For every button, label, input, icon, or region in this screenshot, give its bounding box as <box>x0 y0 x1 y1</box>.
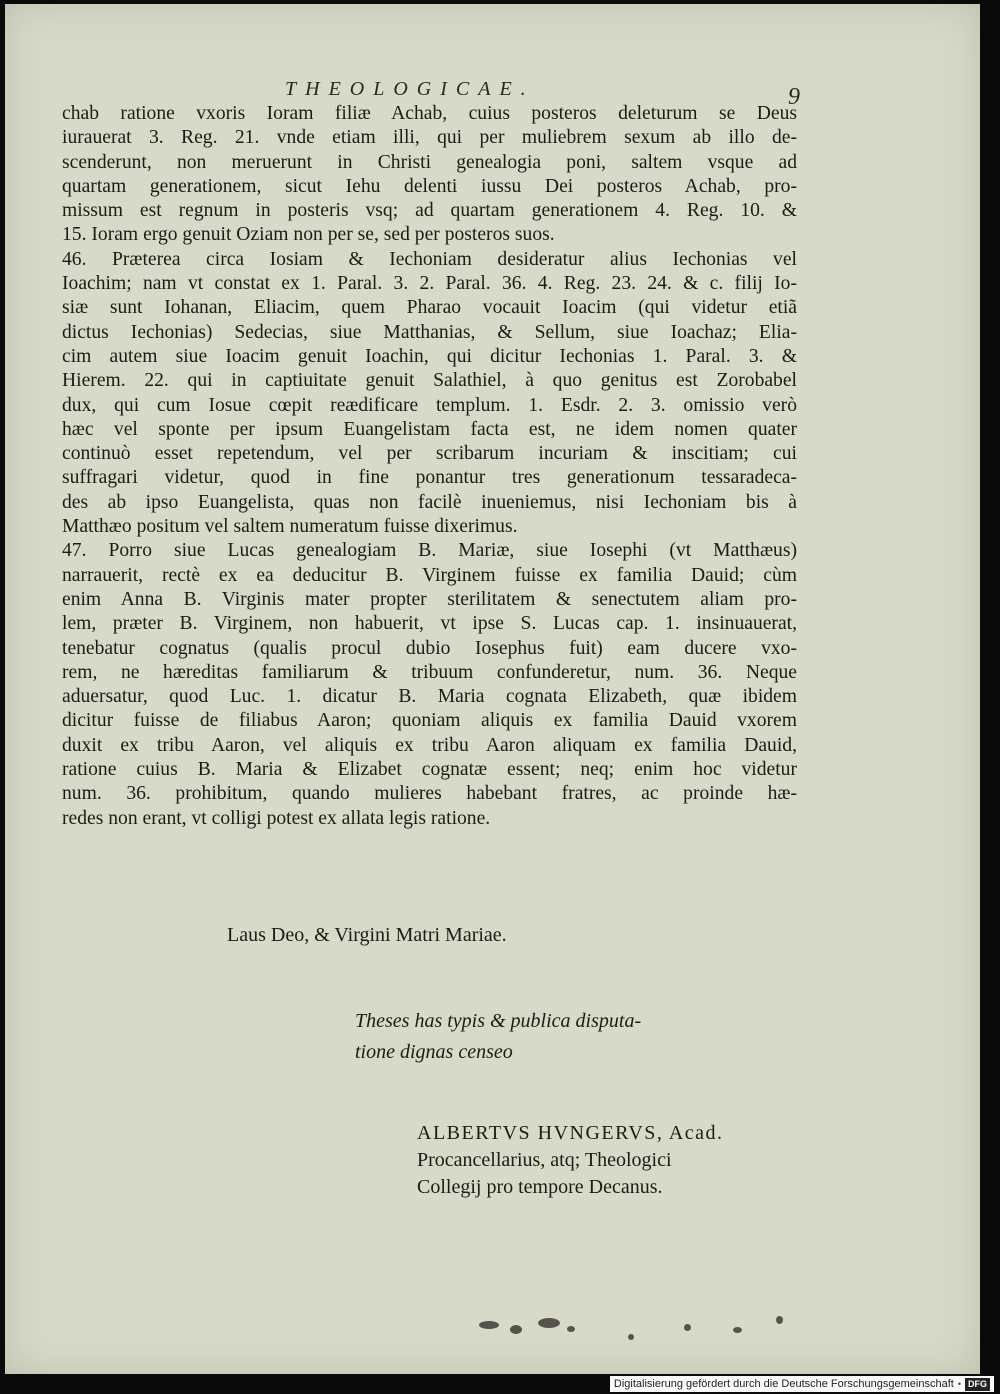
text-line: 15. Ioram ergo genuit Oziam non per se, sed per posteros suos. <box>62 224 555 246</box>
text-line: quartam generationem, sicut Iehu delenti iussu Dei posteros Achab, pro- <box>62 175 797 197</box>
text-line: cim autem siue Ioacim genuit Ioachin, qui dicitur Iechonias 1. Paral. 3. & <box>62 345 797 367</box>
signature-block <box>417 1120 724 1201</box>
digitization-credit <box>610 1376 994 1392</box>
text-line: iurauerat 3. Reg. 21. vnde etiam illi, qui per muliebrem sexum ab illo de- <box>62 127 797 149</box>
approval-note <box>355 1006 641 1068</box>
credit-text: Digitalisierung gefördert durch die Deutsche Forschungsgemeinschaft <box>613 1378 954 1390</box>
text-line: suffragari videtur, quod in fine ponantur tres generationum tessaradeca- <box>62 467 797 489</box>
paragraph-46-start: 46. Præterea circa Iosiam & Iechoniam desideratur alius Iechonias vel <box>62 248 797 270</box>
text-line: redes non erant, vt colligi potest ex allata legis ratione. <box>62 807 491 829</box>
signatory-title: Procancellarius, atq; Theologici <box>417 1149 672 1171</box>
signatory-name: ALBERTVS HVNGERVS, Acad. <box>417 1122 724 1144</box>
text-line: continuò esset repetendum, vel per scribarum incuriam & inscitiam; cui <box>62 443 797 465</box>
text-line: Hierem. 22. qui in captiuitate genuit Salathiel, à quo genitus est Zorobabel <box>62 370 797 392</box>
text-line: rem, ne hæreditas familiarum & tribuum confunderetur, num. 36. Neque <box>62 661 797 683</box>
text-line: aduersatur, quod Luc. 1. dicatur B. Maria cognata Elizabeth, quæ ibidem <box>62 686 797 708</box>
text-line: siæ sunt Iohanan, Eliacim, quem Pharao vocauit Ioacim (qui videtur etiã <box>62 297 797 319</box>
body-text <box>62 102 797 831</box>
text-line: dux, qui cum Iosue cœpit reædificare templum. 1. Esdr. 2. 3. omissio verò <box>62 394 797 416</box>
text-line: dictus Iechonias) Sedecias, siue Matthanias, & Sellum, siue Ioachaz; Elia- <box>62 321 797 343</box>
closing-doxology: Laus Deo, & Virgini Matri Mariae. <box>227 924 507 946</box>
text-line: duxit ex tribu Aaron, vel aliquis ex tribu Aaron aliquam ex familia Dauid, <box>62 734 797 756</box>
paragraph-47-start: 47. Porro siue Lucas genealogiam B. Mariæ, siue Iosephi (vt Matthæus) <box>62 540 797 562</box>
text-line: num. 36. prohibitum, quando mulieres habebant fratres, ac proinde hæ- <box>62 783 797 805</box>
approval-line: Theses has typis & publica disputa- <box>355 1010 642 1032</box>
text-line: hæc vel sponte per ipsum Euangelistam facta est, ne idem nomen quater <box>62 418 797 440</box>
text-line: Matthæo positum vel saltem numeratum fuisse dixerimus. <box>62 516 518 538</box>
dfg-logo-icon: DFG <box>965 1378 990 1391</box>
text-line: scenderunt, non meruerunt in Christi genealogia poni, saltem vsque ad <box>62 151 797 173</box>
book-page <box>5 4 980 1374</box>
text-line: lem, præter B. Virginem, non habuerit, vt ipse S. Lucas cap. 1. insinuauerat, <box>62 613 797 635</box>
signatory-title: Collegij pro tempore Decanus. <box>417 1176 663 1198</box>
text-line: des ab ipso Euangelista, quas non facilè inueniemus, nisi Iechoniam bis à <box>62 491 797 513</box>
text-line: ratione cuius B. Maria & Elizabet cognatæ essent; neq; enim hoc videtur <box>62 759 797 781</box>
approval-line: tione dignas censeo <box>355 1041 513 1063</box>
text-line: Ioachim; nam vt constat ex 1. Paral. 3. 2. Paral. 36. 4. Reg. 23. 24. & c. filij Io- <box>62 273 797 295</box>
text-line: enim Anna B. Virginis mater propter sterilitatem & senectutem aliam pro- <box>62 588 797 610</box>
text-line: chab ratione vxoris Ioram filiæ Achab, cuius posteros deleturum se Deus <box>62 103 797 124</box>
text-line: missum est regnum in posteris vsq; ad quartam generationem 4. Reg. 10. & <box>62 200 797 222</box>
text-line: narrauerit, rectè ex ea deducitur B. Virginem fuisse ex familia Dauid; cùm <box>62 564 797 586</box>
running-title: THEOLOGICAE. <box>285 78 535 100</box>
text-line: dicitur fuisse de filiabus Aaron; quoniam aliquis ex familia Dauid vxorem <box>62 710 797 732</box>
bullet-icon: • <box>957 1379 961 1389</box>
text-line: tenebatur cognatus (qualis procul dubio Iosephus fuit) eam ducere vxo- <box>62 637 797 659</box>
page-number: 9 <box>788 84 800 110</box>
